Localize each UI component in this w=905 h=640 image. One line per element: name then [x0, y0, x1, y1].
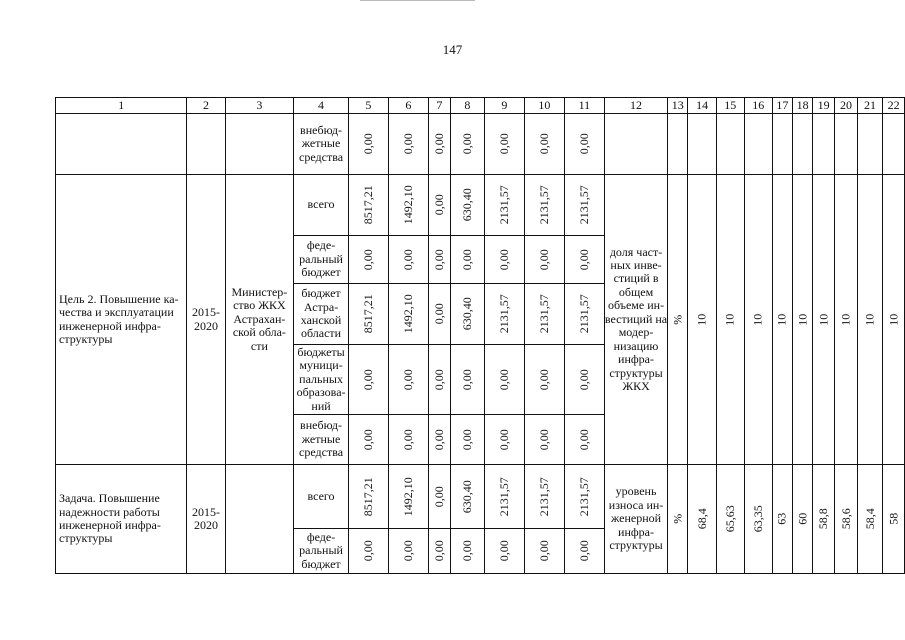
value-cell: 0,00 [450, 415, 484, 465]
empty-cell [688, 114, 716, 175]
value-cell: 0,00 [564, 415, 604, 465]
empty-cell [716, 114, 744, 175]
table-row [56, 465, 905, 529]
col-header: 15 [716, 98, 744, 114]
value-cell: 0,00 [524, 236, 564, 284]
value-cell: 0,00 [484, 345, 524, 415]
target-cell: 63,35 [744, 465, 772, 574]
col-header: 10 [524, 98, 564, 114]
empty-cell [857, 114, 882, 175]
target-cell: 10 [744, 175, 772, 465]
col-header: 2 [187, 98, 225, 114]
value-cell: 2131,57 [564, 175, 604, 236]
empty-cell [187, 114, 225, 175]
value-cell: 630,40 [450, 284, 484, 345]
value-cell: 1492,10 [388, 284, 428, 345]
funding-source: внебюд-жетные средства [294, 114, 349, 175]
col-header: 21 [857, 98, 882, 114]
value-cell: 2131,57 [524, 284, 564, 345]
value-cell: 0,00 [564, 236, 604, 284]
task-indicator: уровень износа ин-женерной инфра-структуры [604, 465, 667, 574]
empty-cell [225, 465, 294, 574]
target-cell: 10 [835, 175, 858, 465]
goal-period: 2015-2020 [187, 175, 225, 465]
target-cell: 10 [716, 175, 744, 465]
value-cell: 630,40 [450, 175, 484, 236]
value-cell: 0,00 [428, 114, 450, 175]
value-cell: 0,00 [524, 345, 564, 415]
empty-cell [56, 114, 187, 175]
value-cell: 0,00 [388, 529, 428, 574]
col-header: 11 [564, 98, 604, 114]
col-header: 17 [772, 98, 792, 114]
value-cell: 2131,57 [564, 465, 604, 529]
value-cell: 2131,57 [564, 284, 604, 345]
value-cell: 630,40 [450, 465, 484, 529]
col-header: 18 [792, 98, 812, 114]
value-cell: 0,00 [484, 236, 524, 284]
target-cell: 58,4 [857, 465, 882, 574]
goal-indicator: доля част-ных инве-стиций в общем объеме ин-вестиций на модер-низацию инфра-структуры ЖКХ [604, 175, 667, 465]
task-period: 2015-2020 [187, 465, 225, 574]
col-header: 8 [450, 98, 484, 114]
value-cell: 0,00 [524, 114, 564, 175]
target-cell: 10 [813, 175, 835, 465]
value-cell: 2131,57 [484, 284, 524, 345]
value-cell: 2131,57 [524, 175, 564, 236]
funding-source: внебюд-жетные средства [294, 415, 349, 465]
funding-source: всего [294, 175, 349, 236]
target-cell: 10 [792, 175, 812, 465]
col-header: 9 [484, 98, 524, 114]
empty-cell [835, 114, 858, 175]
empty-cell [744, 114, 772, 175]
goal-unit: % [668, 175, 688, 465]
value-cell: 0,00 [524, 415, 564, 465]
empty-cell [792, 114, 812, 175]
value-cell: 0,00 [348, 529, 388, 574]
empty-cell [604, 114, 667, 175]
value-cell: 0,00 [428, 465, 450, 529]
value-cell: 0,00 [348, 415, 388, 465]
value-cell: 0,00 [388, 114, 428, 175]
value-cell: 8517,21 [348, 175, 388, 236]
value-cell: 0,00 [450, 529, 484, 574]
col-header: 19 [813, 98, 835, 114]
value-cell: 2131,57 [524, 465, 564, 529]
value-cell: 0,00 [428, 529, 450, 574]
value-cell: 0,00 [450, 114, 484, 175]
value-cell: 0,00 [564, 345, 604, 415]
table-row [56, 114, 905, 175]
target-cell: 10 [883, 175, 905, 465]
col-header: 7 [428, 98, 450, 114]
program-table [55, 97, 905, 574]
value-cell: 0,00 [388, 236, 428, 284]
value-cell: 0,00 [428, 345, 450, 415]
value-cell: 0,00 [348, 236, 388, 284]
empty-cell [668, 114, 688, 175]
col-header: 12 [604, 98, 667, 114]
col-header: 3 [225, 98, 294, 114]
target-cell: 58,6 [835, 465, 858, 574]
value-cell: 0,00 [484, 114, 524, 175]
page-number: 147 [442, 42, 463, 57]
value-cell: 0,00 [348, 114, 388, 175]
value-cell: 1492,10 [388, 175, 428, 236]
value-cell: 2131,57 [484, 465, 524, 529]
funding-source: бюджеты муници-пальных образова-ний [294, 345, 349, 415]
col-header: 13 [668, 98, 688, 114]
funding-source: феде-ральный бюджет [294, 529, 349, 574]
target-cell: 58,8 [813, 465, 835, 574]
value-cell: 0,00 [428, 175, 450, 236]
value-cell: 1492,10 [388, 465, 428, 529]
col-header: 6 [388, 98, 428, 114]
funding-source: всего [294, 465, 349, 529]
col-header: 4 [294, 98, 349, 114]
target-cell: 63 [772, 465, 792, 574]
col-header: 22 [883, 98, 905, 114]
value-cell: 0,00 [428, 236, 450, 284]
empty-cell [225, 114, 294, 175]
value-cell: 0,00 [388, 345, 428, 415]
value-cell: 0,00 [564, 114, 604, 175]
value-cell: 0,00 [450, 345, 484, 415]
empty-cell [883, 114, 905, 175]
table-row [56, 175, 905, 236]
task-name: Задача. Повышение надежности работы инженерной инфра-структуры [56, 465, 187, 574]
value-cell: 2131,57 [484, 175, 524, 236]
value-cell: 0,00 [450, 236, 484, 284]
target-cell: 68,4 [688, 465, 716, 574]
funding-source: феде-ральный бюджет [294, 236, 349, 284]
value-cell: 0,00 [428, 284, 450, 345]
empty-cell [772, 114, 792, 175]
target-cell: 60 [792, 465, 812, 574]
target-cell: 10 [857, 175, 882, 465]
value-cell: 0,00 [388, 415, 428, 465]
value-cell: 0,00 [484, 529, 524, 574]
goal-executor: Министер-ство ЖКХ Астрахан-ской обла-сти [225, 175, 294, 465]
col-header: 1 [56, 98, 187, 114]
col-header: 16 [744, 98, 772, 114]
value-cell: 8517,21 [348, 284, 388, 345]
goal-name: Цель 2. Повышение ка-чества и эксплуатации инженерной инфра-структуры [56, 175, 187, 465]
column-number-row [56, 98, 905, 114]
value-cell: 0,00 [428, 415, 450, 465]
col-header: 20 [835, 98, 858, 114]
value-cell: 0,00 [348, 345, 388, 415]
funding-source: бюджет Астра-ханской области [294, 284, 349, 345]
scan-artifact [360, 0, 475, 3]
value-cell: 8517,21 [348, 465, 388, 529]
empty-cell [813, 114, 835, 175]
target-cell: 10 [772, 175, 792, 465]
value-cell: 0,00 [564, 529, 604, 574]
task-unit: % [668, 465, 688, 574]
col-header: 5 [348, 98, 388, 114]
target-cell: 65,63 [716, 465, 744, 574]
col-header: 14 [688, 98, 716, 114]
target-cell: 10 [688, 175, 716, 465]
target-cell: 58 [883, 465, 905, 574]
value-cell: 0,00 [484, 415, 524, 465]
value-cell: 0,00 [524, 529, 564, 574]
